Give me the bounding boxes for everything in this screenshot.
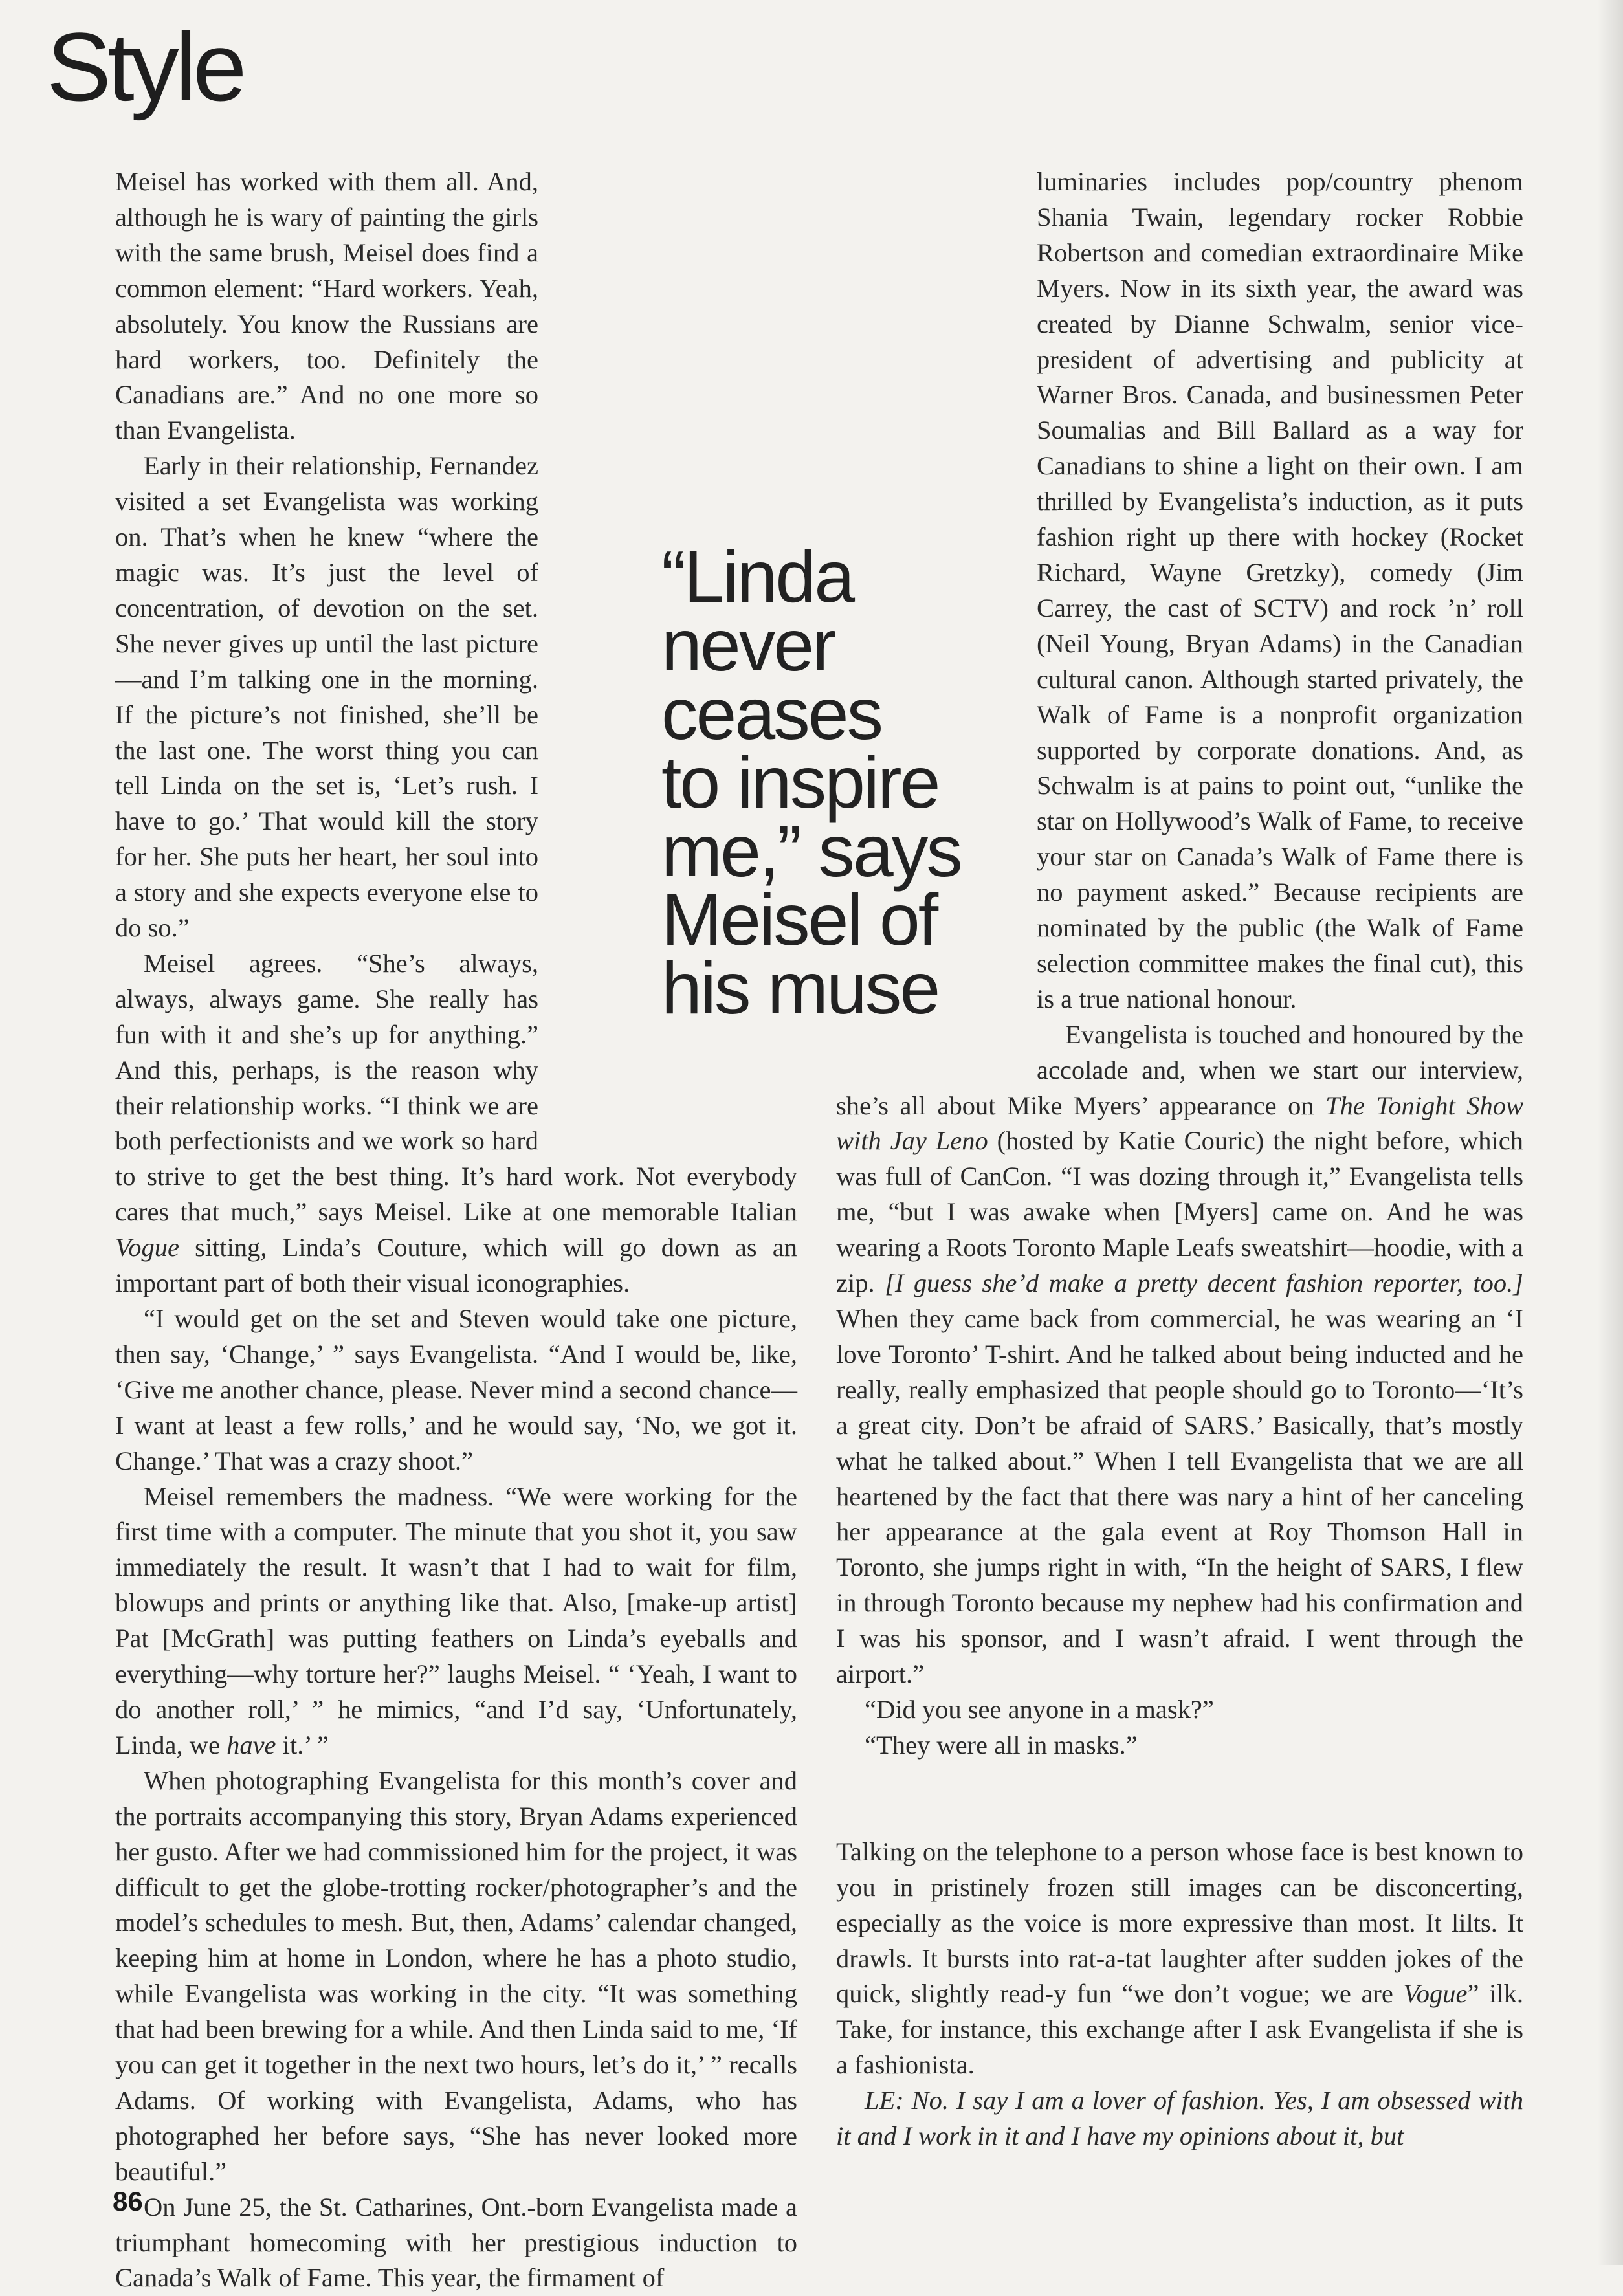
- editor-aside: [I guess she’d make a pretty decent fashion reporter, too.]: [885, 1268, 1523, 1298]
- pull-quote-space-left: [538, 494, 797, 1142]
- magazine-title: Vogue: [115, 1233, 179, 1263]
- paragraph: Meisel agrees. “She’s always, always, always game. She really has fun with it and she’s up for anything.” And this, perhaps, is the reason why their relationship works. “I think we are both perfectionists and we work so hard to strive to get the best thing. It’s hard work. Not everybody cares that much,” says Meisel. Like at one memorable Italian Vogue sitting, Linda’s Couture, which will go down as an important part of both their visual iconographies.: [115, 948, 797, 1298]
- article-column-left: [115, 164, 797, 2296]
- paragraph: “I would get on the set and Steven would take one picture, then say, ‘Change,’ ” says Evangelista. “And I would be, like, ‘Give me another chance, please. Never mind a second chance—I want at least a few rolls,’ and he would say, ‘No, we got it. Change.’ That was a crazy shoot.”: [115, 1304, 797, 1475]
- paragraph: When photographing Evangelista for this month’s cover and the portraits accompanying this story, Bryan Adams experienced her gusto. After we had commissioned him for the project, it was difficult to get the globe-trotting rocker/photographer’s and the model’s schedules to mesh. But, then, Adams’ calendar changed, keeping him at home in London, where he has a photo studio, while Evangelista was working in the city. “It was something that had been brewing for a while. And then Linda said to me, ‘If you can get it together in the next two hours, let’s do it,’ ” recalls Adams. Of working with Evangelista, Adams, who has photographed her before says, “She has never looked more beautiful.”: [115, 1765, 797, 2186]
- interview-excerpt: LE: No. I say I am a lover of fashion. Yes, I am obsessed with it and I work in it and I have my opinions about it, but: [836, 2086, 1523, 2151]
- section-header: Style: [47, 12, 243, 121]
- paragraph: Meisel has worked with them all. And, although he is wary of painting the girls with the same brush, Meisel does find a common element: “Hard workers. Yeah, absolutely. You know the Russians are hard workers, too. Definitely the Canadians are.” And no one more so than Evangelista.: [115, 167, 538, 445]
- page-number: 86: [113, 2186, 143, 2216]
- paragraph: Evangelista is touched and honoured by the accolade and, when we start our interview, she’s all about Mike Myers’ appearance on The Tonight Show with Jay Leno (hosted by Katie Couric) the night before, which was full of CanCon. “I was dozing through it,” Evangelista tells me, “but I was awake when [Myers] came on. And he was wearing a Roots Toronto Maple Leafs sweatshirt—hoodie, with a zip. [I guess she’d make a pretty decent fashion reporter, too.] When they came back from commercial, he was wearing an ‘I love Toronto’ T-shirt. And he talked about being inducted and he really, really emphasized that people should go to Toronto—‘It’s a great city. Don’t be afraid of SARS.’ Basically, that’s mostly what he talked about.” When I tell Evangelista that we are all heartened by the fact that there was nary a hint of her canceling her appearance at the gala event at Roy Thomson Hall in Toronto, she jumps right in with, “In the height of SARS, I flew in through Toronto because my nephew had his confirmation and I was his sponsor, and I wasn’t afraid. I went through the airport.”: [836, 1019, 1523, 1689]
- paragraph: “They were all in masks.”: [865, 1730, 1138, 1760]
- paragraph: Early in their relationship, Fernandez visited a set Evangelista was working on. That’s when he knew “where the magic was. It’s just the level of concentration, of devotion on the set. She never gives up until the last picture—and I’m talking one in the morning. If the picture’s not finished, she’ll be the last one. The worst thing you can tell Linda on the set is, ‘Let’s rush. I have to go.’ That would kill the story for her. She puts her heart, her soul into a story and she expects everyone else to do so.”: [115, 451, 538, 943]
- binding-shadow: [1597, 0, 1623, 2265]
- show-title: The Tonight Show with Jay Leno: [836, 1090, 1523, 1156]
- paragraph: Meisel remembers the madness. “We were working for the first time with a computer. The minute that you shot it, you saw immediately the result. It wasn’t that I had to wait for film, blowups and prints or anything like that. Also, [make-up artist] Pat [McGrath] was putting feathers on Linda’s eyeballs and everything—why torture her?” laughs Meisel. “ ‘Yeah, I want to do another roll,’ ” he mimics, “and I’d say, ‘Unfortunately, Linda, we have it.’ ”: [115, 1481, 797, 1760]
- article-column-right: [836, 164, 1523, 2154]
- paragraph: luminaries includes pop/country phenom Shania Twain, legendary rocker Robbie Robertson and comedian extraordinaire Mike Myers. Now in its sixth year, the award was created by Dianne Schwalm, senior vice-president of advertising and publicity at Warner Bros. Canada, and businessmen Peter Soumalias and Bill Ballard as a way for Canadians to shine a light on their own. I am thrilled by Evangelista’s induction, as it puts fashion right up there with hockey (Rocket Richard, Wayne Gretzky), comedy (Jim Carrey, the cast of SCTV) and rock ’n’ roll (Neil Young, Bryan Adams) in the Canadian cultural canon. Although started privately, the Walk of Fame is a nonprofit organization supported by corporate donations. And, as Schwalm is at pains to point out, “unlike the star on Hollywood’s Walk of Fame, to receive your star on Canada’s Walk of Fame there is no payment asked.” Because recipients are nominated by the public (the Walk of Fame selection committee makes the final cut), this is a true national honour.: [1037, 167, 1523, 1013]
- paragraph: Talking on the telephone to a person whose face is best known to you in pristinely frozen still images can be disconcerting, especially as the voice is more expressive than most. It lilts. It drawls. It bursts into rat-a-tat laughter after sudden jokes of the quick, slightly read-y fun “we don’t vogue; we are Vogue” ilk. Take, for instance, this exchange after I ask Evangelista if she is a fashionista.: [836, 1837, 1523, 2080]
- paragraph: “Did you see anyone in a mask?”: [865, 1694, 1214, 1724]
- paragraph: On June 25, the St. Catharines, Ont.-born Evangelista made a triumphant homecoming with her prestigious induction to Canada’s Walk of Fame. This year, the firmament of: [115, 2192, 797, 2293]
- pull-quote: “Linda never ceases to inspire me,” says Meisel of his muse: [661, 536, 961, 1029]
- pull-quote-space-right: [836, 484, 1037, 1069]
